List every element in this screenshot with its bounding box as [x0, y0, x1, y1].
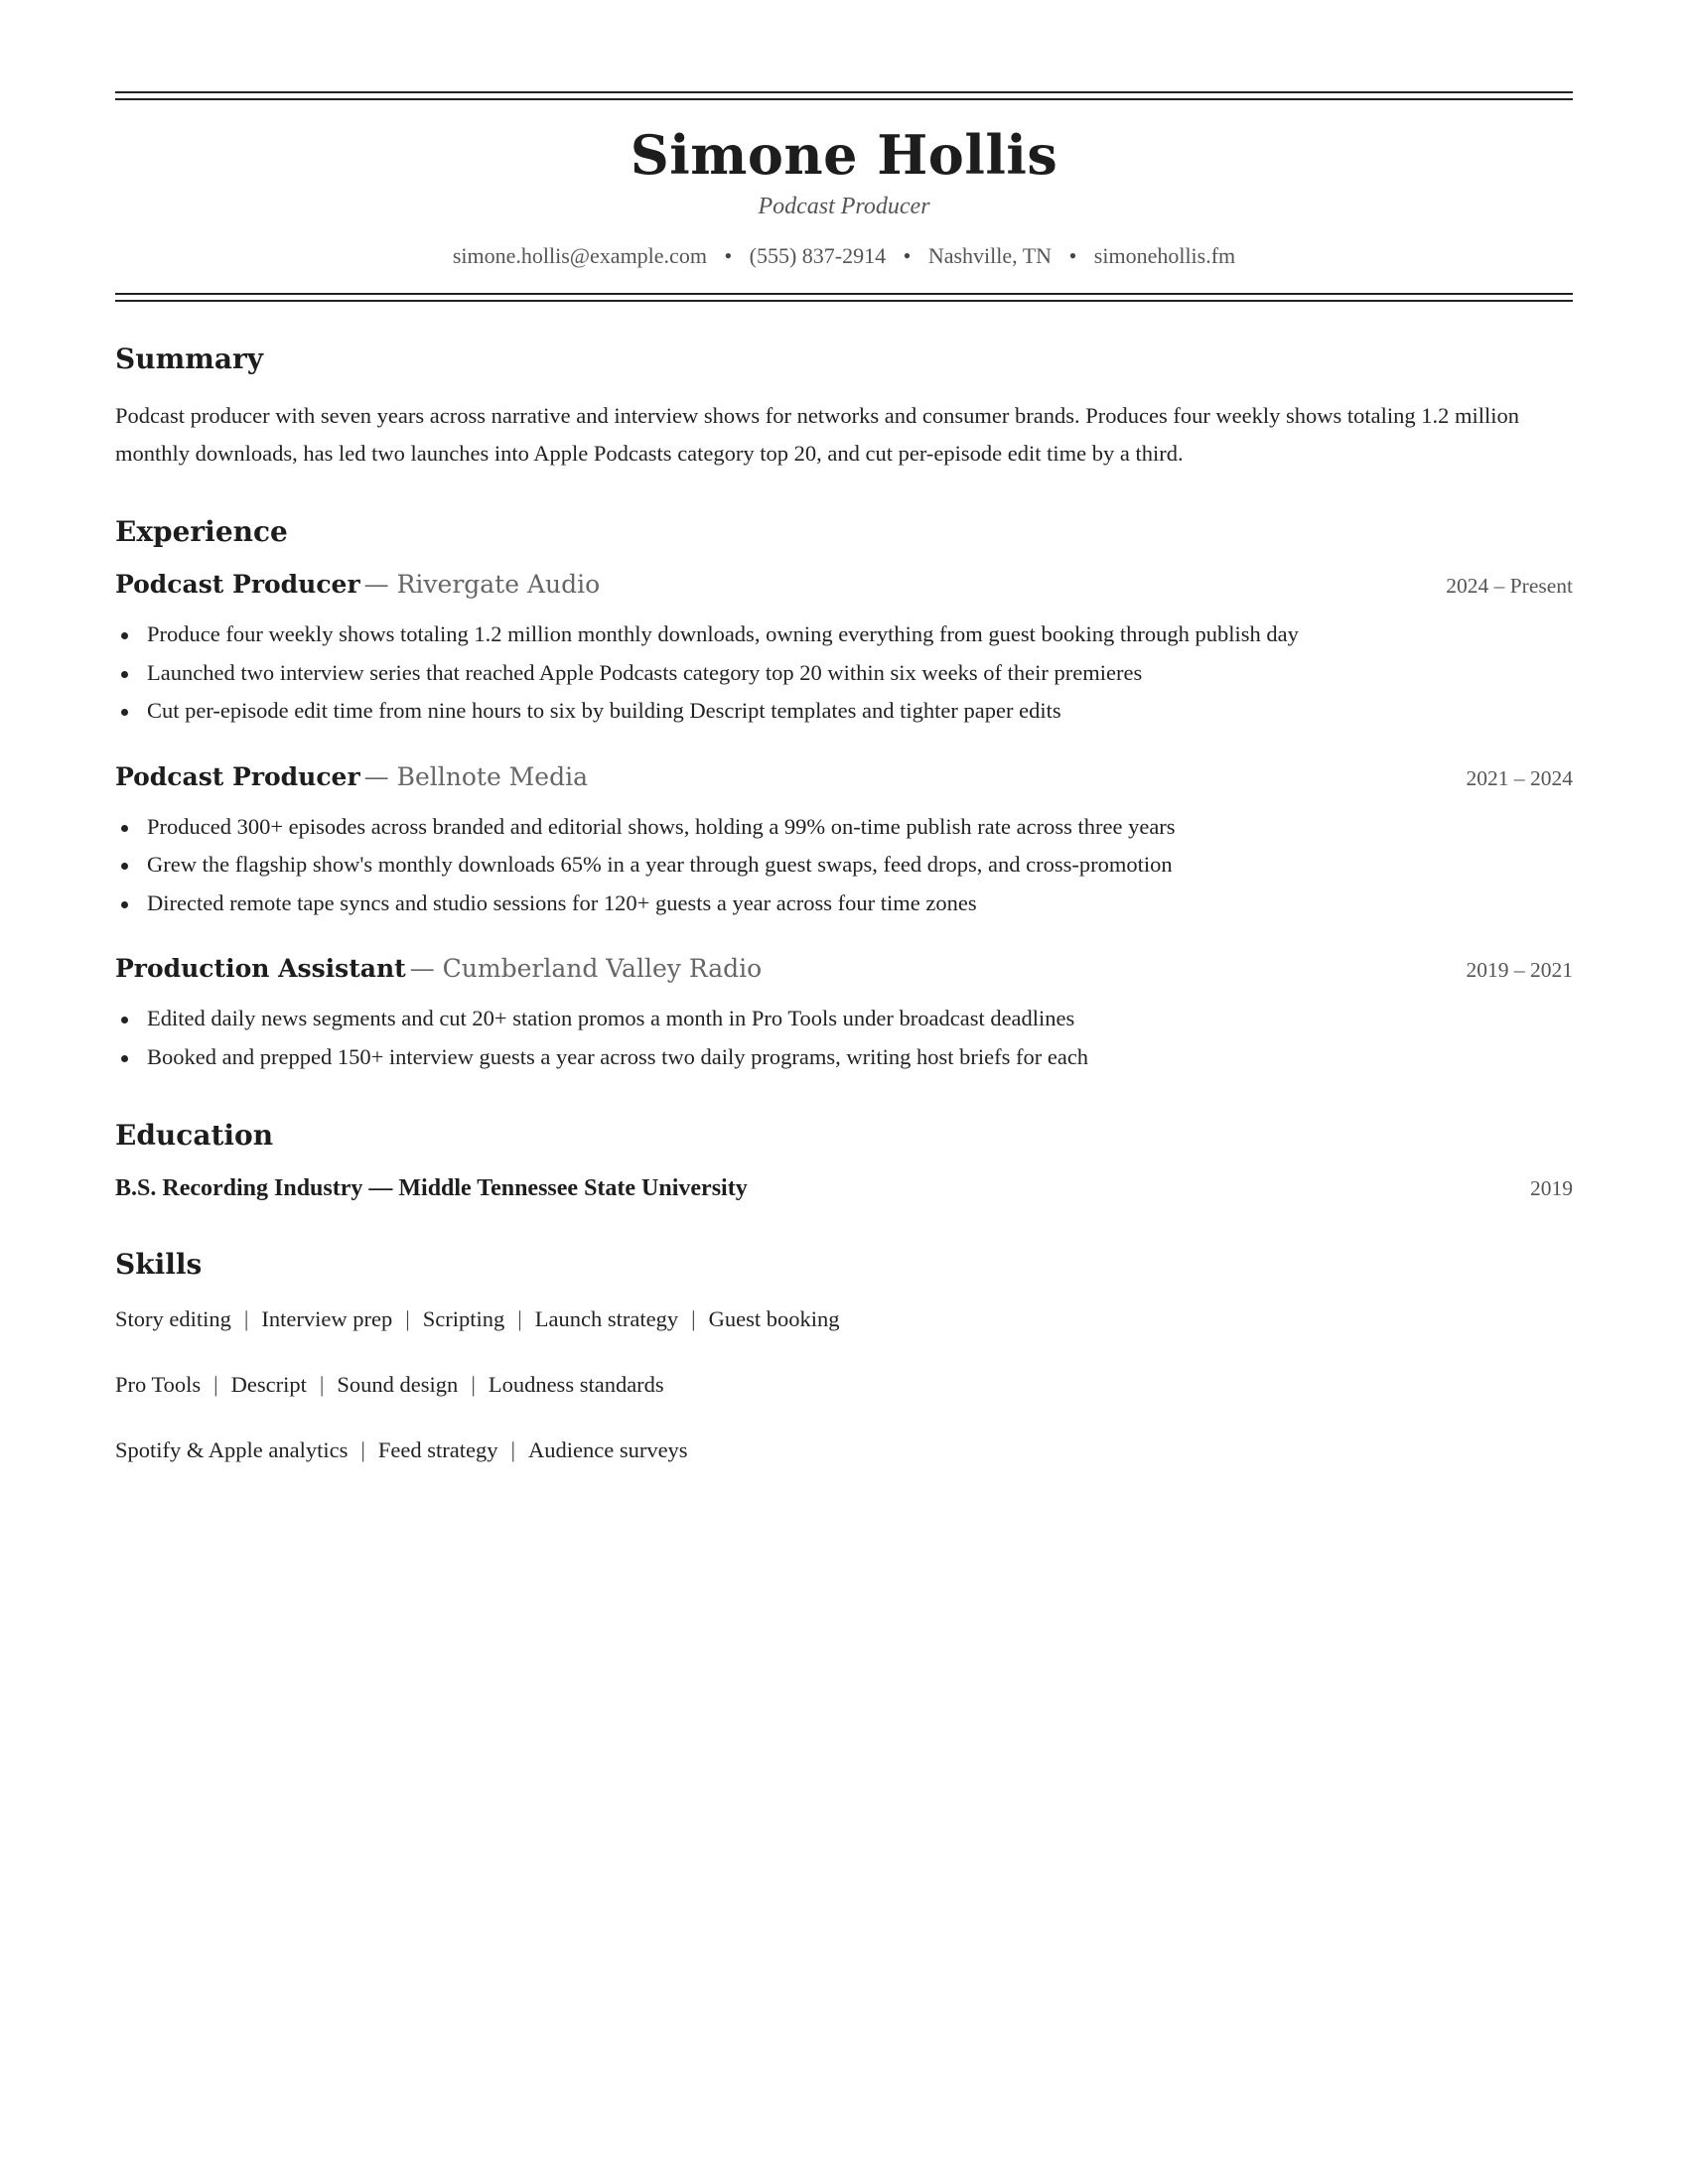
job-bullets: [115, 615, 1573, 731]
job-role: Podcast Producer: [115, 761, 360, 791]
skill-item: Loudness standards: [488, 1372, 664, 1397]
skill-item: Scripting: [422, 1306, 505, 1331]
experience-heading: Experience: [115, 515, 288, 548]
contact-phone: (555) 837-2914: [749, 243, 887, 268]
experience-section: [115, 514, 1573, 1076]
skill-separator: |: [517, 1306, 522, 1331]
contact-line: [115, 241, 1573, 271]
job-bullet: Cut per-episode edit time from nine hours to six by building Descript templates and tighter paper edits: [115, 692, 1573, 731]
education-year: 2019: [1530, 1176, 1573, 1200]
summary-section: [115, 341, 1573, 473]
skill-separator: |: [691, 1306, 696, 1331]
skill-separator: |: [213, 1372, 218, 1397]
job-bullet: Edited daily news segments and cut 20+ station promos a month in Pro Tools under broadcast deadlines: [115, 1000, 1573, 1038]
job-bullet: Produced 300+ episodes across branded and editorial shows, holding a 99% on-time publish rate across three years: [115, 808, 1573, 847]
job-bullet: Booked and prepped 150+ interview guests a year across two daily programs, writing host briefs for each: [115, 1038, 1573, 1077]
skills-section: [115, 1247, 1573, 1467]
job-entry: [115, 952, 1573, 1076]
skill-item: Audience surveys: [527, 1437, 688, 1462]
skill-item: Interview prep: [261, 1306, 393, 1331]
skill-item: Descript: [230, 1372, 307, 1397]
skill-item: Guest booking: [708, 1306, 840, 1331]
skills-row: [115, 1433, 1573, 1467]
job-bullets: [115, 1000, 1573, 1076]
candidate-name: Simone Hollis: [630, 123, 1058, 187]
resume-page: [115, 91, 1573, 1467]
job-role: Podcast Producer: [115, 570, 360, 599]
contact-separator: •: [1068, 243, 1077, 268]
contact-location: Nashville, TN: [927, 243, 1053, 268]
skill-separator: |: [510, 1437, 515, 1462]
job-bullet: Directed remote tape syncs and studio sessions for 120+ guests a year across four time zones: [115, 885, 1573, 923]
skill-separator: |: [471, 1372, 476, 1397]
job-company: — Bellnote Media: [363, 761, 588, 791]
job-dates: 2024 – Present: [1446, 574, 1573, 598]
job-dates: 2021 – 2024: [1466, 765, 1573, 790]
summary-heading: Summary: [115, 342, 263, 375]
skill-item: Pro Tools: [115, 1372, 202, 1397]
skill-separator: |: [360, 1437, 365, 1462]
job-bullets: [115, 808, 1573, 923]
skill-item: Story editing: [115, 1306, 231, 1331]
resume-header: [115, 100, 1573, 293]
job-header: [115, 760, 1573, 798]
header-top-rule: [115, 91, 1573, 100]
job-bullet: Launched two interview series that reached Apple Podcasts category top 20 within six weeks of their premieres: [115, 654, 1573, 693]
education-heading: Education: [115, 1119, 274, 1152]
candidate-title: Podcast Producer: [758, 194, 930, 219]
header-bottom-rule: [115, 293, 1573, 302]
education-section: [115, 1118, 1573, 1205]
job-role: Production Assistant: [115, 954, 406, 983]
skills-row: [115, 1368, 1573, 1402]
job-bullet: Produce four weekly shows totaling 1.2 million monthly downloads, owning everything from guest booking through publish day: [115, 615, 1573, 654]
job-bullet: Grew the flagship show's monthly downloads 65% in a year through guest swaps, feed drops, and cross-promotion: [115, 846, 1573, 885]
job-entry: [115, 568, 1573, 731]
skills-heading: Skills: [115, 1248, 203, 1281]
contact-separator: •: [724, 243, 733, 268]
job-company: — Rivergate Audio: [363, 570, 601, 599]
job-header: [115, 568, 1573, 606]
skill-separator: |: [405, 1306, 410, 1331]
job-dates: 2019 – 2021: [1466, 958, 1573, 982]
job-company: — Cumberland Valley Radio: [409, 954, 763, 983]
skill-separator: |: [319, 1372, 325, 1397]
job-entry: [115, 760, 1573, 923]
skill-item: Feed strategy: [377, 1437, 498, 1462]
contact-separator: •: [903, 243, 912, 268]
skills-row: [115, 1302, 1573, 1336]
skill-item: Spotify & Apple analytics: [115, 1437, 349, 1462]
summary-text: Podcast producer with seven years across narrative and interview shows for networks and consumer brands. Produces four weekly shows totaling 1.2 million monthly downloads, has led two launches into Apple Podcasts category top 20, and cut per-episode edit time by a third.: [115, 403, 1520, 466]
contact-website: simonehollis.fm: [1093, 243, 1236, 268]
skill-item: Sound design: [337, 1372, 459, 1397]
skill-item: Launch strategy: [534, 1306, 679, 1331]
skill-separator: |: [243, 1306, 249, 1331]
contact-email: simone.hollis@example.com: [452, 243, 707, 268]
job-header: [115, 952, 1573, 990]
education-degree: B.S. Recording Industry — Middle Tennessee State University: [115, 1175, 748, 1201]
education-entry: [115, 1171, 1573, 1205]
